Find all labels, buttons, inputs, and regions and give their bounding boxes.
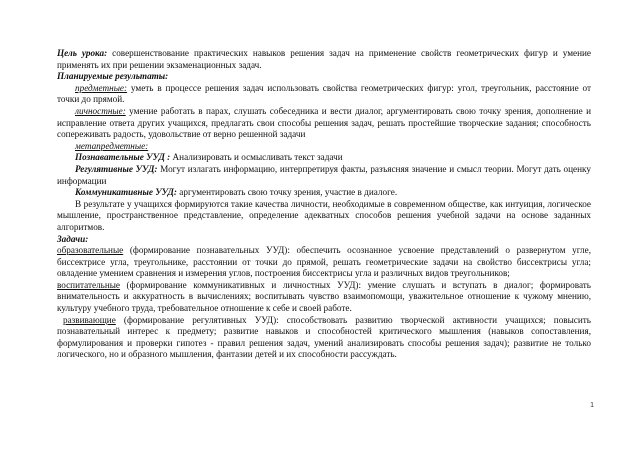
- communicative-text: аргументировать свою точку зрения, участие в диалоге.: [177, 187, 398, 198]
- upbringing-text: (формирование коммуникативных и личностных УУД): умение слушать и вступать в диалог; формировать внимательность и аккуратность в вычислениях; воспитывать чувство взаимопомощи, уважительное отношение к чужому мнению, культуру учебного труда, требовательное отношение к себе и своей работе.: [57, 279, 591, 314]
- subject-text: уметь в процессе решения задач использовать свойства геометрических фигур: угол, треугольник, расстояние от точки до прямой.: [57, 82, 591, 105]
- educational-text: (формирование познавательных УУД): обеспечить осознанное усвоение представлений о развернутом угле, биссектрисе угла, треугольнике, расстоянии от точки до прямой, решать геометрические задачи на свойство биссектрисы угла; овладение умением сравнения и измерения углов, построения биссектрисы угла и различных видов треугольников;: [57, 245, 591, 279]
- regulatory-label: Регулятивные УУД:: [75, 163, 158, 174]
- upbringing-label: воспитательные: [57, 279, 121, 290]
- tasks-heading-text: Задачи:: [57, 233, 89, 244]
- personal-results-paragraph: [57, 106, 591, 141]
- personal-label: личностные:: [75, 105, 126, 116]
- subject-label: предметные:: [75, 82, 128, 93]
- upbringing-task-paragraph: [57, 280, 591, 315]
- goal-label: Цель урока:: [57, 48, 108, 58]
- meta-results-heading: [57, 141, 591, 153]
- educational-task-paragraph: [57, 245, 591, 280]
- planned-results-heading: [57, 71, 591, 83]
- communicative-uud-paragraph: [57, 187, 591, 199]
- cognitive-uud-paragraph: [57, 152, 591, 164]
- planned-heading-text: Планируемые результаты:: [57, 71, 169, 82]
- developing-text: (формирование регулятивных УУД): способствовать развитию творческой активности учащихся; повысить познавательный интерес к предмету; развитие навыков и способностей критического мышления (навыков сопоставления, формулирования и проверки гипотез - правил решения задач, умений анализировать способы решения задач); развитие не только логического, но и образного мышления, фантазии детей и их способности рассуждать.: [57, 314, 591, 360]
- regulatory-text: Могут излагать информацию, интерпретируя факты, разъясняя значение и смысл теории. Могут дать оценку информации: [57, 163, 591, 186]
- goal-text: совершенствование практических навыков решения задач на применение свойств геометрических фигур и умение применять их при решении экзаменационных задач.: [57, 48, 592, 70]
- page-number: 1: [590, 402, 594, 409]
- result-text: В результате у учащихся формируются такие качества личности, необходимые в современном обществе, как интуиция, логическое мышление, пространственное представление, определение адекватных способов решения учебной задачи на основе заданных алгоритмов.: [57, 198, 591, 232]
- regulatory-uud-paragraph: [57, 164, 591, 187]
- result-paragraph: [57, 199, 591, 234]
- tasks-heading: [57, 234, 591, 246]
- developing-label: развивающие: [63, 314, 116, 325]
- lesson-plan-text: [57, 48, 591, 361]
- communicative-label: Коммуникативные УУД:: [75, 187, 177, 198]
- goal-paragraph: [57, 48, 591, 71]
- educational-label: образовательные: [57, 245, 124, 256]
- personal-text: умение работать в парах, слушать собеседника и вести диалог, аргументировать свою точку зрения, дополнение и исправление ответа других учащихся, предлагать свои способы решения задач, решать простейшие творческие задания; способность сопереживать радость, удовольствие от верно решенной задачи: [57, 105, 591, 140]
- meta-label: метапредметные:: [75, 140, 149, 151]
- cognitive-label: Познавательные УУД :: [75, 152, 171, 163]
- cognitive-text: Анализировать и осмысливать текст задачи: [170, 152, 343, 163]
- developing-task-paragraph: [57, 315, 591, 361]
- subject-results-paragraph: [57, 83, 591, 106]
